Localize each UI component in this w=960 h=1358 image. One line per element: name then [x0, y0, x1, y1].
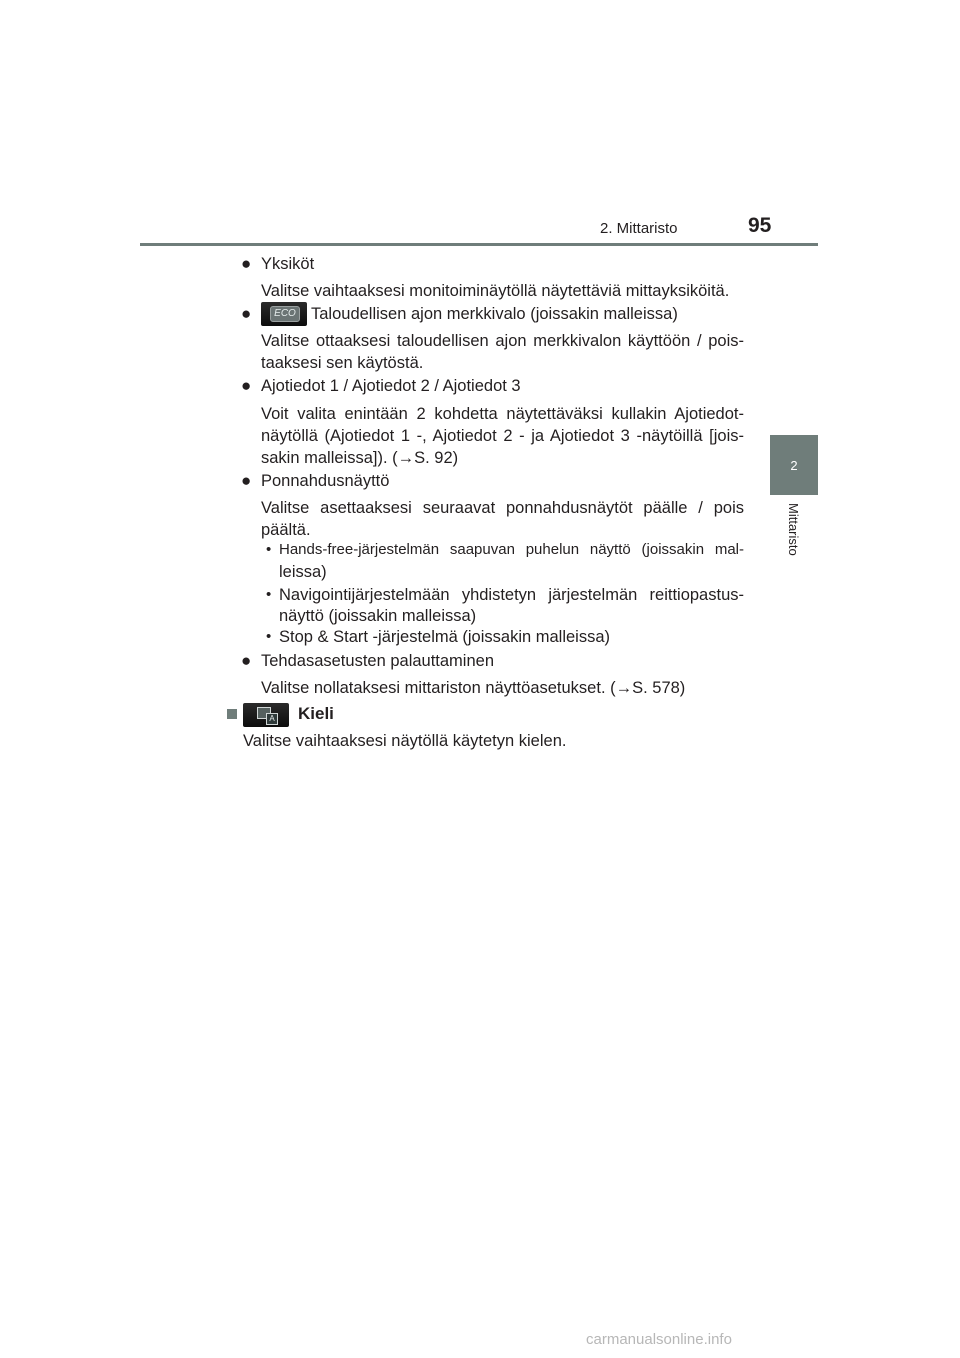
watermark: carmanualsonline.info: [586, 1331, 732, 1348]
section-title-kieli: Kieli: [298, 704, 334, 723]
section-square-icon: [227, 709, 237, 719]
item-desc-eco-2: taaksesi sen käytöstä.: [261, 354, 424, 372]
chapter-tab[interactable]: 2: [770, 435, 818, 495]
item-title-yksikot: Yksiköt: [261, 255, 315, 273]
sub-item-2a: Navigointijärjestelmään yhdistetyn järjestelmän reittiopastus-: [279, 586, 744, 604]
language-icon-letter: A: [266, 713, 278, 725]
item-desc-eco-1: Valitse ottaaksesi taloudellisen ajon merkkivalon käyttöön / pois-: [261, 332, 744, 350]
section-title: 2. Mittaristo: [600, 220, 678, 237]
item-desc-ajotiedot-2: näytöllä (Ajotiedot 1 -, Ajotiedot 2 - ja Ajotiedot 3 -näytöillä [jois-: [261, 427, 744, 445]
item-desc-yksikot: Valitse vaihtaaksesi monitoiminäytöllä näytettäviä mittayksiköitä.: [261, 282, 730, 300]
bullet-icon: ●: [241, 651, 252, 670]
bullet-icon: ●: [241, 304, 252, 323]
page-number: 95: [748, 214, 772, 237]
sub-item-2b: näyttö (joissakin malleissa): [279, 607, 477, 625]
sub-item-3: Stop & Start -järjestelmä (joissakin malleissa): [279, 628, 611, 646]
section-desc-kieli: Valitse vaihtaaksesi näytöllä käytetyn kielen.: [243, 732, 567, 750]
bullet-icon: ●: [241, 471, 252, 490]
item-desc-ajotiedot-1: Voit valita enintään 2 kohdetta näytettäväksi kullakin Ajotiedot-: [261, 405, 744, 423]
header-divider: [140, 243, 818, 246]
bullet-icon: ●: [241, 254, 252, 273]
sub-bullet-icon: •: [266, 628, 272, 645]
eco-icon-label: ECO: [270, 306, 300, 322]
item-title-ponnahdus: Ponnahdusnäyttö: [261, 472, 390, 490]
item-desc-ponnahdus-2: päältä.: [261, 521, 311, 539]
item-desc-ajotiedot-3: sakin malleissa]). (→S. 92): [261, 449, 459, 467]
item-desc-tehdas: Valitse nollataksesi mittariston näyttöasetukset. (→S. 578): [261, 679, 686, 697]
item-title-ajotiedot: Ajotiedot 1 / Ajotiedot 2 / Ajotiedot 3: [261, 377, 521, 395]
item-title-eco: Taloudellisen ajon merkkivalo (joissakin malleissa): [311, 305, 678, 323]
sub-bullet-icon: •: [266, 586, 272, 603]
item-desc-ponnahdus-1: Valitse asettaaksesi seuraavat ponnahdusnäytöt päälle / pois: [261, 499, 744, 517]
language-icon: [243, 703, 289, 727]
item-title-tehdas: Tehdasasetusten palauttaminen: [261, 652, 494, 670]
sub-item-1b: leissa): [279, 563, 327, 581]
bullet-icon: ●: [241, 376, 252, 395]
sub-bullet-icon: •: [266, 541, 272, 558]
chapter-label: Mittaristo: [786, 503, 801, 556]
sub-item-1a: Hands-free-järjestelmän saapuvan puhelun näyttö (joissakin mal-: [279, 541, 744, 558]
eco-indicator-icon: [261, 302, 307, 326]
